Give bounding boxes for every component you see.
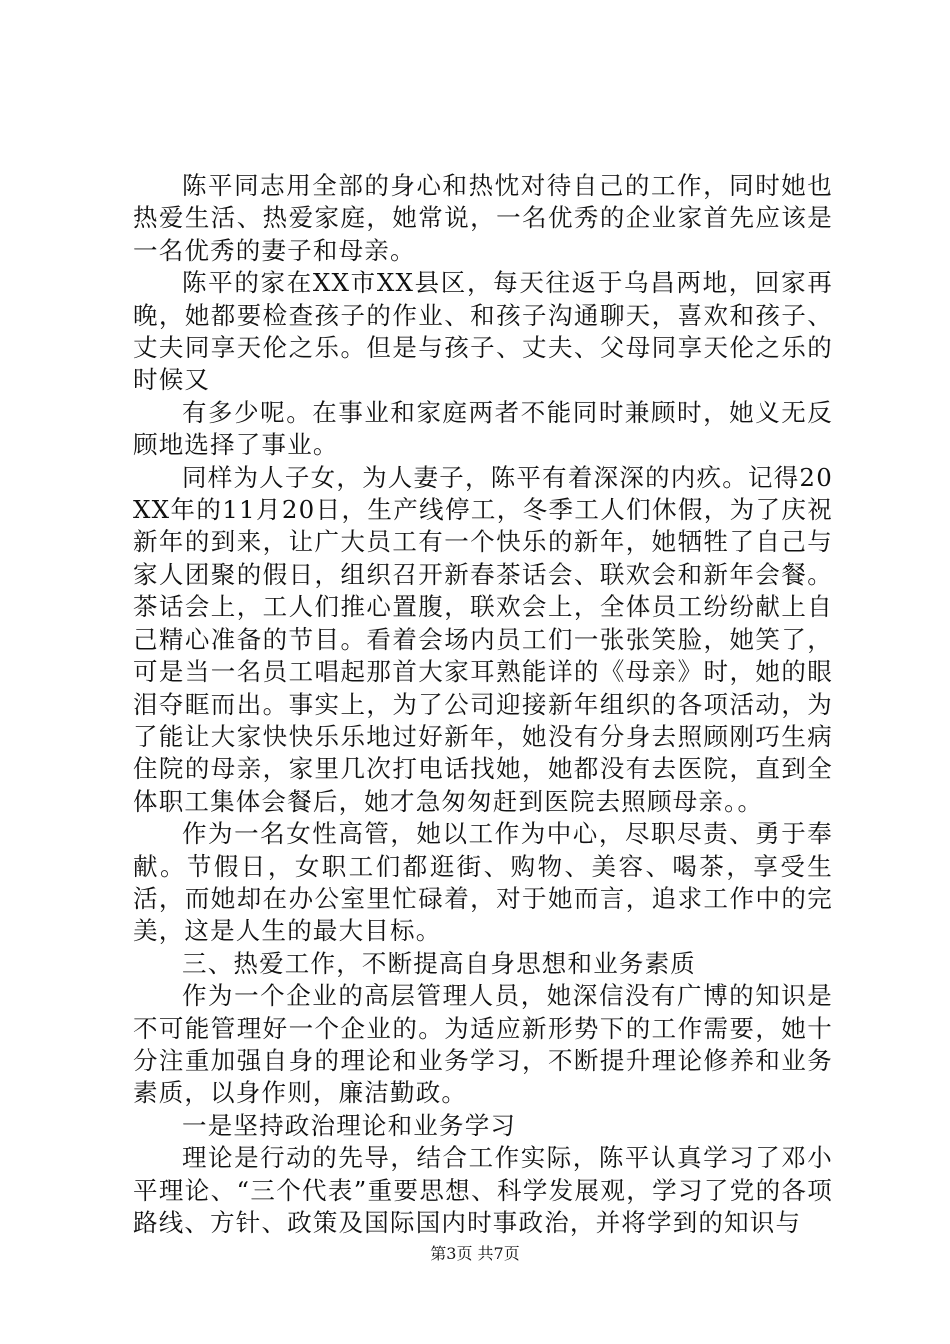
section-heading-3: 三、热爱工作，不断提高自身思想和业务素质 <box>182 948 696 978</box>
document-body <box>133 170 833 1239</box>
paragraph-6: 作为一个企业的高层管理人员，她深信没有广博的知识是不可能管理好一个企业的。为适应新形势下的工作需要，她十分注重加强自身的理论和业务学习，不断提升理论修养和业务素质，以身作则，廉洁勤政。 <box>133 981 833 1108</box>
paragraph-5: 作为一名女性高管，她以工作为中心，尽职尽责、勇于奉献。节假日，女职工们都逛街、购物、美容、喝茶，享受生活，而她却在办公室里忙碌着，对于她而言，追求工作中的完美，这是人生的最大目标。 <box>133 819 833 946</box>
paragraph-2: 陈平的家在XX市XX县区，每天往返于乌昌两地，回家再晚，她都要检查孩子的作业、和孩子沟通聊天，喜欢和孩子、丈夫同享天伦之乐。但是与孩子、丈夫、父母同享天伦之乐的时候又 <box>133 268 833 395</box>
paragraph-7: 理论是行动的先导，结合工作实际，陈平认真学习了邓小平理论、“三个代表”重要思想、科学发展观，学习了党的各项路线、方针、政策及国际国内时事政治，并将学到的知识与 <box>133 1143 833 1237</box>
paragraph-4: 同样为人子女，为人妻子，陈平有着深深的内疚。记得20XX年的11月20日，生产线停工，冬季工人们休假，为了庆祝新年的到来，让广大员工有一个快乐的新年，她牺牲了自己与家人团聚的假日，组织召开新春茶话会、联欢会和新年会餐。茶话会上，工人们推心置腹，联欢会上，全体员工纷纷献上自己精心准备的节目。看着会场内员工们一张张笑脸，她笑了，可是当一名员工唱起那首大家耳熟能详的《母亲》时，她的眼泪夺眶而出。事实上，为了公司迎接新年组织的各项活动，为了能让大家快快乐乐地过好新年，她没有分身去照顾刚巧生病住院的母亲，家里几次打电话找她，她都没有去医院，直到全体职工集体会餐后，她才急匆匆赶到医院去照顾母亲。。 <box>133 462 833 816</box>
page-number-footer: 第3页 共7页 <box>430 1244 520 1263</box>
paragraph-3: 有多少呢。在事业和家庭两者不能同时兼顾时，她义无反顾地选择了事业。 <box>133 397 833 460</box>
paragraph-1: 陈平同志用全部的身心和热忱对待自己的工作，同时她也热爱生活、热爱家庭，她常说，一名优秀的企业家首先应该是一名优秀的妻子和母亲。 <box>133 171 833 265</box>
subsection-heading-1: 一是坚持政治理论和业务学习 <box>182 1110 517 1140</box>
